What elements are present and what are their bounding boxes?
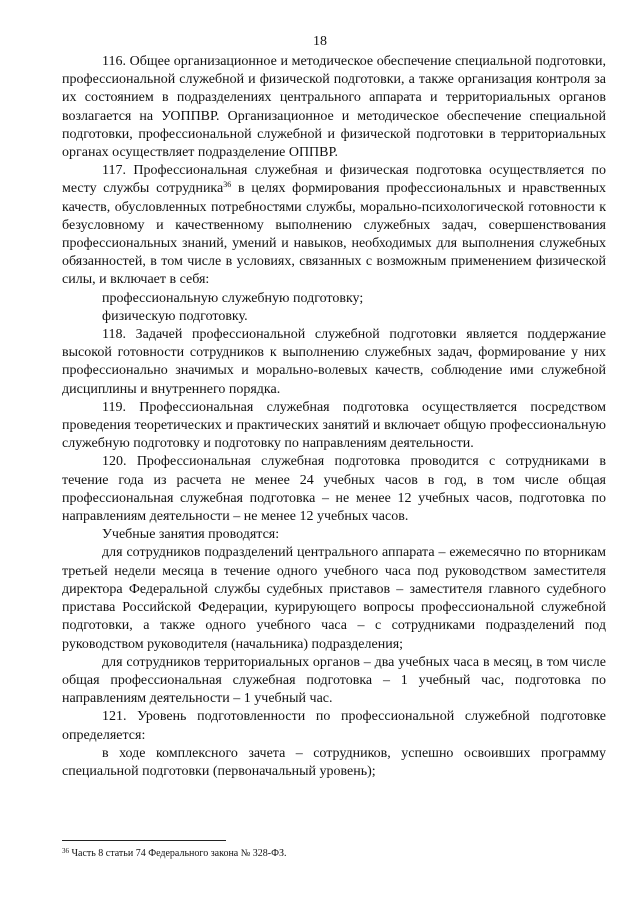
paragraph-121-comprehensive-test: в ходе комплексного зачета – сотрудников, успешно освоивших программу специальной подготовки (первоначальный уровень); — [62, 745, 606, 779]
footnote — [62, 847, 606, 860]
footnote-mark: 36 — [62, 847, 69, 855]
footnote-separator — [62, 840, 226, 841]
paragraph-117-text-after: в целях формирования профессиональных и нравственных качеств, обусловленных потребностями службы, морально-психологической готовности к безусловному и качественному выполнению служебных задач, совершенствования профессиональных знаний, умений и навыков, необходимых для выполнения служебных обязанностей, в том числе в условиях, связанных с возможным применением физической силы, и включает в себя: — [62, 181, 606, 288]
paragraph-117-text-before: 117. Профессиональная служебная и физическая подготовка осуществляется по месту службы сотрудника — [62, 163, 606, 197]
paragraph-118: 118. Задачей профессиональной служебной подготовки является поддержание высокой готовности сотрудников к выполнению служебных задач, формирование у них профессионально значимых и морально-волевых качеств, соблюдение ими служебной дисциплины и внутреннего порядка. — [62, 327, 606, 397]
paragraph-120: 120. Профессиональная служебная подготовка проводится с сотрудниками в течение года из расчета не менее 24 учебных часов в год, в том числе общая профессиональная служебная подготовка – не менее 12 учебных часов, подготовка по направлениям деятельности – не менее 12 учебных часов. — [62, 454, 606, 525]
footnote-reference[interactable]: 36 — [223, 180, 232, 190]
paragraph-116: 116. Общее организационное и методическое обеспечение специальной подготовки, профессиональной служебной и физической подготовки, а также организация контроля за их состоянием в подразделениях центрального аппарата и территориальных органов возлагается на УОППВР. Организационное и методическое обеспечение специальной подготовки, профессиональной служебной и физической подготовки в территориальных органах осуществляет подразделение ОППВР. — [62, 54, 606, 161]
paragraph-120-intro: Учебные занятия проводятся: — [102, 527, 280, 543]
page-number: 18 — [313, 34, 327, 49]
paragraph-121: 121. Уровень подготовленности по профессиональной служебной подготовке определяется: — [62, 709, 606, 743]
paragraph-117 — [62, 162, 606, 289]
paragraph-119: 119. Профессиональная служебная подготовка осуществляется посредством проведения теоретических и практических занятий и включает общую профессиональную служебную подготовку и подготовку по направлениям деятельности. — [62, 399, 606, 452]
footnote-text: Часть 8 статьи 74 Федерального закона № 328-ФЗ. — [69, 848, 287, 859]
list-item-professional-training: профессиональную служебную подготовку; — [102, 290, 364, 306]
paragraph-120-territorial-bodies: для сотрудников территориальных органов – два учебных часа в месяц, в том числе общая профессиональная служебная подготовка – 1 учебный час, подготовка по направлениям деятельности – 1 учебный час. — [62, 654, 606, 707]
list-item-physical-training: физическую подготовку. — [102, 308, 248, 324]
paragraph-120-central-office: для сотрудников подразделений центрального аппарата – ежемесячно по вторникам третьей недели месяца в течение одного учебного часа под руководством заместителя директора Федеральной службы судебных приставов – заместителя главного судебного пристава Российской Федерации, курирующего вопросы профессиональной служебной подготовки, а также одного учебного часа – с сотрудниками подразделений под руководством руководителя (начальника) подразделения; — [62, 545, 606, 652]
document-body — [62, 53, 606, 781]
